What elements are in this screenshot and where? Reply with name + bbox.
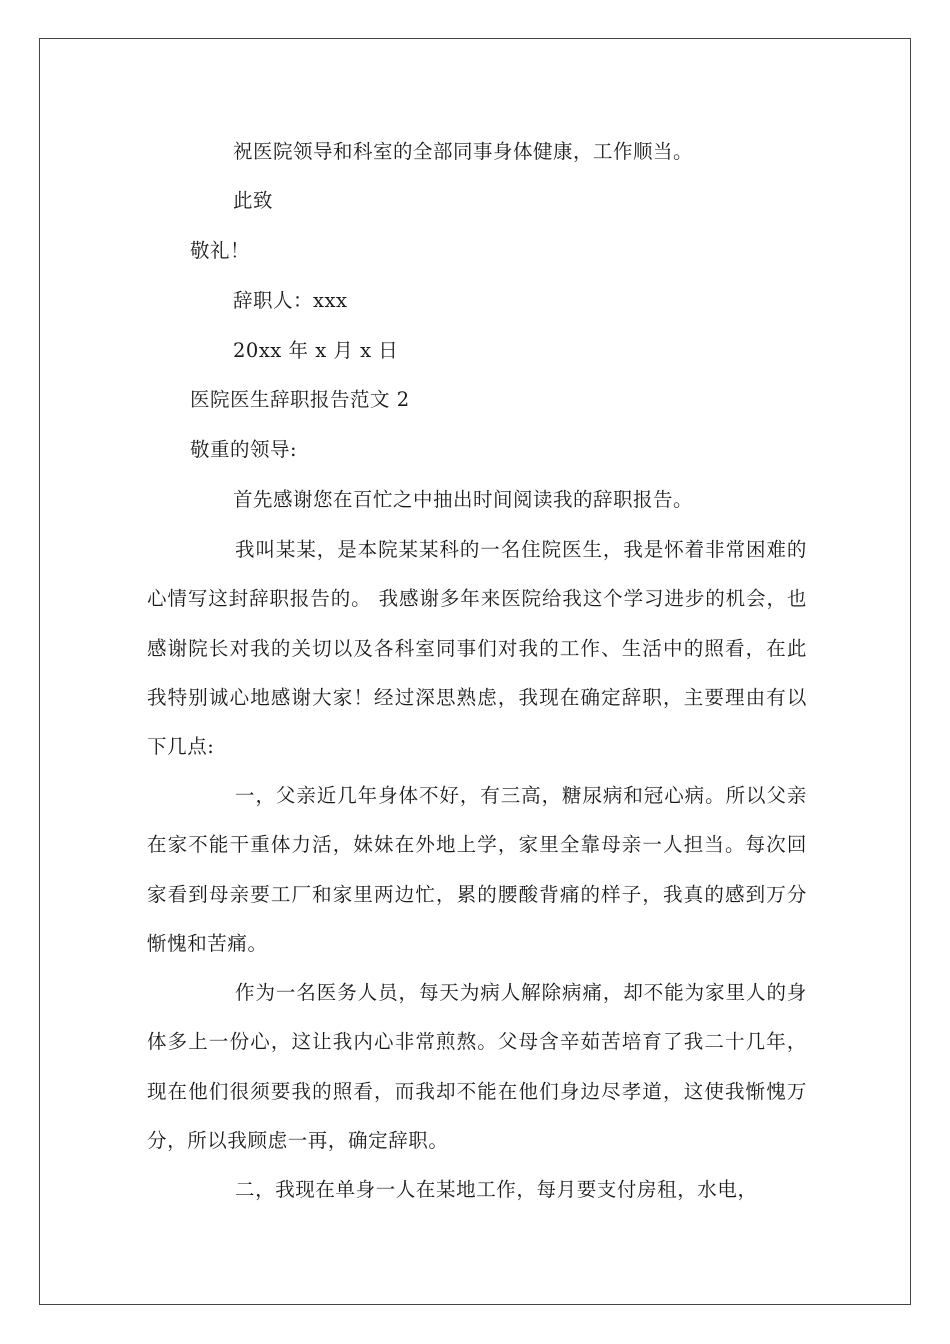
closing-wish: 祝医院领导和科室的全部同事身体健康，工作顺当。	[233, 140, 694, 163]
body-paragraph: 我叫某某，是本院某某科的一名住院医生，我是怀着非常困难的心情写这封辞职报告的。 我感谢多年来医院给我这个学习进步的机会，也感谢院长对我的关切以及各科室同事们对我的工作、生活中的照看，在此我特别诚心地感谢大家！经过深思熟虑，我现在确定辞职，主要理由有以下几点:	[147, 538, 807, 759]
section-title: 医院医生辞职报告范文 2	[190, 388, 410, 411]
intro-sentence: 首先感谢您在百忙之中抽出时间阅读我的辞职报告。	[233, 488, 694, 511]
body-paragraph: 作为一名医务人员，每天为病人解除病痛，却不能为家里人的身体多上一份心，这让我内心非常煎熬。父母含辛茹苦培育了我二十几年，现在他们很须要我的照看，而我却不能在他们身边尽孝道，这使我惭愧万分，所以我顾虑一再，确定辞职。	[147, 981, 807, 1152]
body-paragraph: 一，父亲近几年身体不好，有三高，糖尿病和冠心病。所以父亲在家不能干重体力活，妹妹在外地上学，家里全靠母亲一人担当。每次回家看到母亲要工厂和家里两边忙，累的腰酸背痛的样子，我真的感到万分惭愧和苦痛。	[147, 784, 807, 955]
closing-salutation-2: 敬礼！	[190, 239, 251, 262]
body-paragraph: 二，我现在单身一人在某地工作，每月要支付房租，水电，	[235, 1178, 758, 1201]
greeting: 敬重的领导:	[190, 438, 298, 461]
closing-salutation-1: 此致	[233, 189, 274, 212]
signer: 辞职人：xxx	[233, 289, 348, 312]
letter-date: 20xx 年 x 月 x 日	[233, 339, 399, 362]
